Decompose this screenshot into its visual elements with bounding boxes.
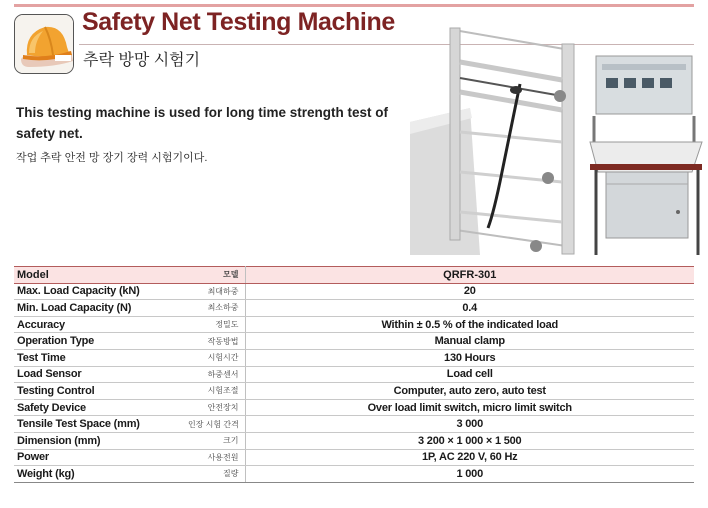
spec-row [14,300,694,317]
spec-row [14,466,694,483]
spec-label-korean: 모델 [188,267,245,284]
spec-value: 1P, AC 220 V, 60 Hz [245,449,694,466]
spec-label-korean: 질량 [188,466,245,483]
spec-value: 3 200 × 1 000 × 1 500 [245,432,694,449]
spec-row [14,283,694,300]
spec-label-korean: 사용전원 [188,449,245,466]
spec-row [14,399,694,416]
spec-label-korean: 시험시간 [188,349,245,366]
spec-label-korean: 최대하중 [188,283,245,300]
spec-label-korean: 최소하중 [188,300,245,317]
spec-value: 20 [245,283,694,300]
spec-label: Accuracy [14,316,188,333]
page-title: Safety Net Testing Machine [82,8,395,36]
spec-value: 3 000 [245,416,694,433]
spec-label: Dimension (mm) [14,432,188,449]
machine-photo [410,22,706,255]
spec-label-korean: 하중센서 [188,366,245,383]
spec-label: Test Time [14,349,188,366]
spec-row [14,383,694,400]
spec-label: Tensile Test Space (mm) [14,416,188,433]
spec-value: Load cell [245,366,694,383]
page-subtitle-korean: 추락 방망 시험기 [83,52,201,69]
spec-label: Testing Control [14,383,188,400]
spec-label: Weight (kg) [14,466,188,483]
spec-label-korean: 정밀도 [188,316,245,333]
hard-hat-icon [14,14,74,74]
spec-header-row [14,267,694,284]
spec-label-korean: 인장 시험 간격 [188,416,245,433]
spec-value: Within ± 0.5 % of the indicated load [245,316,694,333]
spec-label-korean: 크기 [188,432,245,449]
spec-row [14,316,694,333]
description-english: This testing machine is used for long time strength test of safety net. [16,105,389,141]
spec-value: QRFR-301 [245,267,694,284]
spec-label: Model [14,267,188,284]
spec-value: 0.4 [245,300,694,317]
spec-value: 1 000 [245,466,694,483]
spec-row [14,432,694,449]
spec-label-korean: 작동방법 [188,333,245,350]
spec-value: 130 Hours [245,349,694,366]
spec-row [14,333,694,350]
spec-value: Over load limit switch, micro limit switch [245,399,694,416]
spec-row [14,349,694,366]
spec-label-korean: 시험조절 [188,383,245,400]
spec-label: Operation Type [14,333,188,350]
spec-row [14,366,694,383]
spec-label: Min. Load Capacity (N) [14,300,188,317]
spec-table [14,266,694,483]
spec-row [14,416,694,433]
top-accent-rule [14,4,694,7]
spec-row [14,449,694,466]
spec-label: Max. Load Capacity (kN) [14,283,188,300]
spec-label: Safety Device [14,399,188,416]
spec-label: Load Sensor [14,366,188,383]
description-korean: 작업 추락 안전 망 장기 장력 시험기이다. [16,152,208,164]
spec-label: Power [14,449,188,466]
spec-value: Manual clamp [245,333,694,350]
spec-label-korean: 안전장치 [188,399,245,416]
spec-value: Computer, auto zero, auto test [245,383,694,400]
